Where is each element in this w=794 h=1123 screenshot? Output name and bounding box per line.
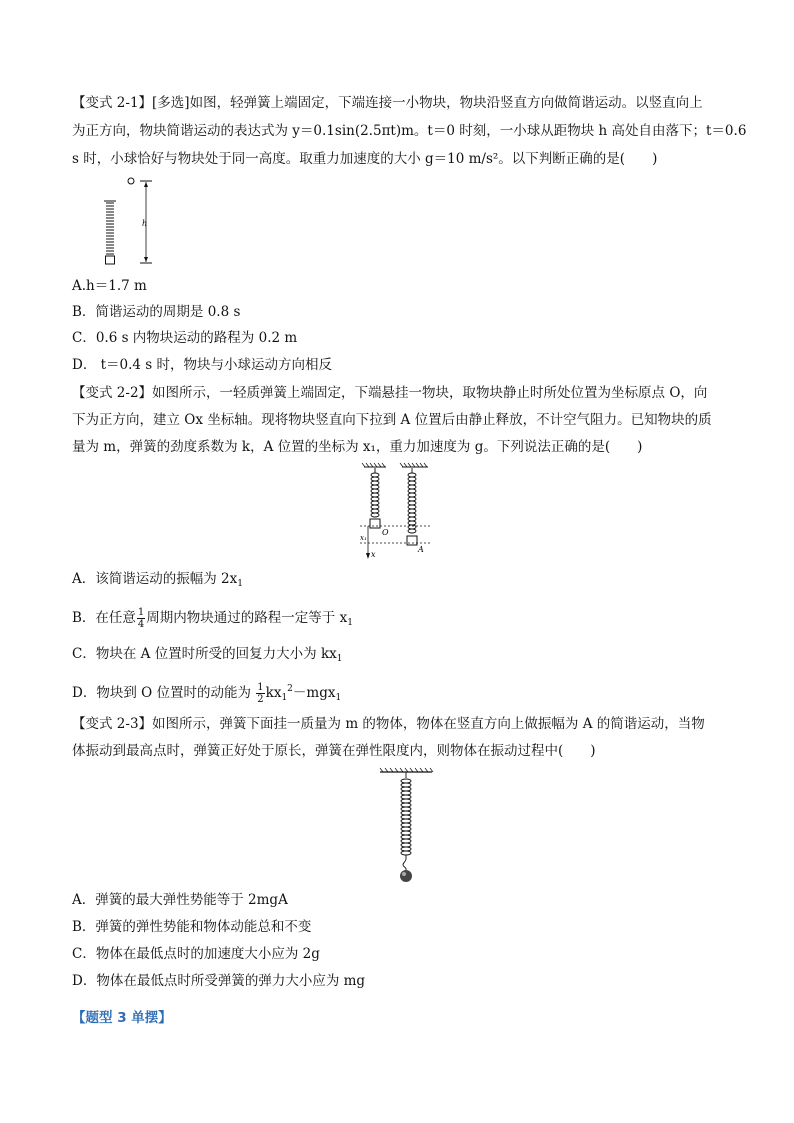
q23-option-a[interactable]: A．弹簧的最大弹性势能等于 2mgA xyxy=(72,892,288,908)
fig-label-a: A xyxy=(418,545,424,554)
fraction-one-quarter: $\frac{1}{4}$ xyxy=(137,607,145,630)
fig-label-h: h xyxy=(142,219,148,228)
section-heading: 【题型 3 单摆】 xyxy=(72,1010,172,1026)
q22-option-c[interactable]: C．物块在 A 位置时所受的回复力大小为 $kx_1$ xyxy=(72,646,343,664)
q21-stem-line1: 【变式 2-1】[多选]如图，轻弹簧上端固定，下端连接一小物块，物块沿竖直方向做简谐运动。以竖直向上 xyxy=(72,95,703,111)
q23-stem-line1: 【变式 2-3】如图所示，弹簧下面挂一质量为 m 的物体，物体在竖直方向上做振幅为 A 的简谐运动，当物 xyxy=(72,716,705,732)
q21-spring-ball-figure xyxy=(98,172,168,268)
q22-option-b[interactable]: B．在任意 $\frac{1}{4}$ 周期内物块通过的路程一定等于 $x_1$ xyxy=(72,607,353,630)
q22-stem-line1: 【变式 2-2】如图所示，一轻质弹簧上端固定，下端悬挂一物块，取物块静止时所处位置为坐标原点 O，向 xyxy=(72,385,708,401)
q23-hanging-spring-figure xyxy=(378,766,434,884)
q23-stem-line2: 体振动到最高点时，弹簧正好处于原长，弹簧在弹性限度内，则物体在振动过程中( ) xyxy=(72,743,596,759)
fig-label-x1: x₁ xyxy=(360,534,367,542)
q23-option-b[interactable]: B．弹簧的弹性势能和物体动能总和不变 xyxy=(72,919,312,935)
q21-option-a[interactable]: A.h＝1.7 m xyxy=(72,278,147,294)
fig-label-o: O xyxy=(382,528,389,537)
q21-option-b[interactable]: B．简谐运动的周期是 0.8 s xyxy=(72,304,241,320)
q22-option-d[interactable]: D．物块到 O 位置时的动能为 $\frac{1}{2}$ $kx_1^2-mgx_1$ xyxy=(72,682,342,705)
q22-stem-line3: 量为 m，弹簧的劲度系数为 k，A 位置的坐标为 x₁，重力加速度为 g。下列说法正确的是( ) xyxy=(72,439,643,455)
q22-stem-line2: 下为正方向，建立 Ox 坐标轴。现将物块竖直向下拉到 A 位置后由静止释放，不计空气阻力。已知物块的质 xyxy=(72,412,712,428)
q22-option-a-text: A．该简谐运动的振幅为 2x xyxy=(72,571,238,587)
q23-option-d[interactable]: D．物体在最低点时所受弹簧的弹力大小应为 mg xyxy=(72,973,366,989)
q21-option-d[interactable]: D． t＝0.4 s 时，物块与小球运动方向相反 xyxy=(72,357,333,373)
q21-option-c[interactable]: C．0.6 s 内物块运动的路程为 0.2 m xyxy=(72,330,298,346)
q22-option-a[interactable]: A．该简谐运动的振幅为 $2x_1$ xyxy=(72,571,243,589)
q21-stem-line3: s 时，小球恰好与物块处于同一高度。取重力加速度的大小 g＝10 m/s²。以下判断正确的是( ) xyxy=(72,151,658,167)
q23-option-c[interactable]: C．物体在最低点时的加速度大小应为 2g xyxy=(72,946,320,962)
fig-label-x: x xyxy=(371,550,376,559)
fraction-one-half: $\frac{1}{2}$ xyxy=(257,682,264,705)
q22-spring-axis-figure xyxy=(356,462,436,560)
q21-stem-line2: 为正方向，物块简谐运动的表达式为 y＝0.1sin(2.5πt)m。t＝0 时刻，一小球从距物块 h 高处自由落下；t＝0.6 xyxy=(72,123,747,139)
